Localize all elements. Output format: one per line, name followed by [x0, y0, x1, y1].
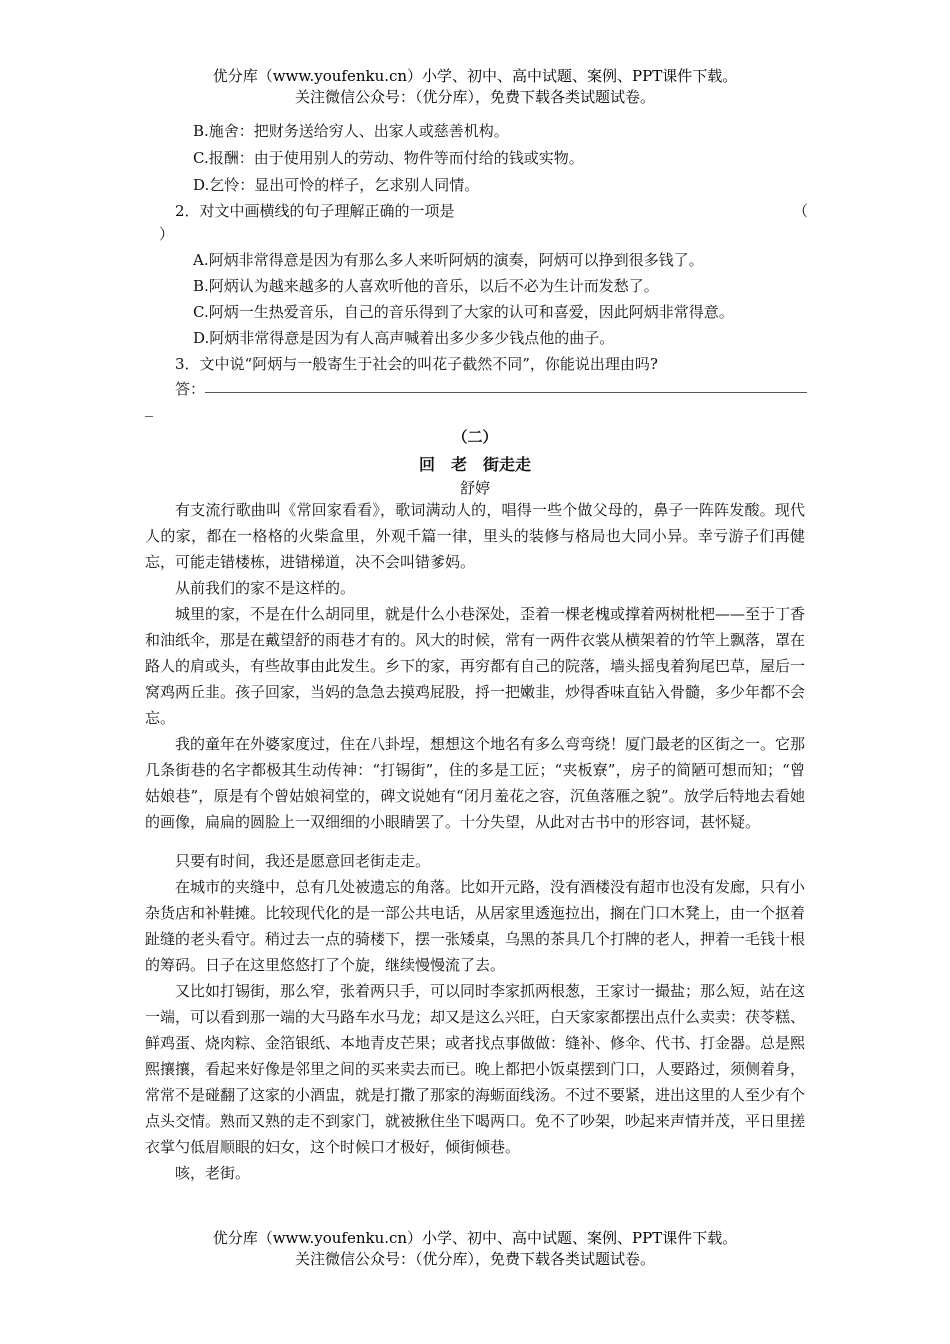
answer-line[interactable]: [205, 392, 807, 393]
q1-option-b: B.施舍：把财务送给穷人、出家人或慈善机构。: [193, 122, 509, 140]
q2-option-c: C.阿炳一生热爱音乐，自己的音乐得到了大家的认可和喜爱，因此阿炳非常得意。: [193, 303, 734, 321]
q2-paren-open: （: [793, 202, 809, 220]
essay-paragraph-1: 有支流行歌曲叫《常回家看看》，歌词满动人的，唱得一些个做父母的，鼻子一阵阵发酸。现代人的家，都在一格格的火柴盒里，外观千篇一律，里头的装修与格局也大同小异。幸亏游子们再健忘，可能走错楼栋，进错梯道，决不会叫错爹妈。: [145, 501, 805, 571]
q2-option-d: D.阿炳非常得意是因为有人高声喊着出多少多少钱点他的曲子。: [193, 329, 615, 347]
q2-paren-close: ）: [159, 225, 175, 243]
divider-mark: [145, 416, 153, 417]
page-footer: [0, 1228, 950, 1270]
essay-paragraph-8: 咳，老街。: [175, 1164, 251, 1182]
q3-answer-label: 答：: [175, 380, 206, 398]
section-number: （二）: [452, 428, 498, 446]
header-line-1: 优分库（www.youfenku.cn）小学、初中、高中试题、案例、PPT课件下载。: [212, 67, 738, 85]
essay-paragraph-6: 在城市的夹缝中，总有几处被遗忘的角落。比如开元路，没有酒楼没有超市也没有发廊，只有小杂货店和补鞋摊。比较现代化的是一部公共电话，从居家里透迤拉出，搁在门口木凳上，由一个抠着趾缝的老头看守。稍过去一点的骑楼下，摆一张矮桌，乌黑的茶具几个打牌的老人，押着一毛钱十根的筹码。日子在这里悠悠打了个旋，继续慢慢流了去。: [145, 878, 806, 974]
essay-paragraph-3: 城里的家，不是在什么胡同里，就是什么小巷深处，歪着一棵老槐或撑着两树枇杷——至于丁香和油纸伞，那是在戴望舒的雨巷才有的。风大的时候，常有一两件衣裳从横架着的竹竿上飘落，罩在路人的肩或头，有些故事由此发生。乡下的家，再穷都有自己的院落，墙头摇曳着狗尾巴草，屋后一窝鸡两丘韭。孩子回家，当妈的急急去摸鸡屁股，捋一把嫩韭，炒得香味直钻入骨髓，多少年都不会忘。: [145, 605, 806, 727]
q2-option-a: A.阿炳非常得意是因为有那么多人来听阿炳的演奏，阿炳可以挣到很多钱了。: [193, 251, 704, 269]
q1-option-d: D.乞怜：显出可怜的样子，乞求别人同情。: [193, 176, 480, 194]
footer-line-1: 优分库（www.youfenku.cn）小学、初中、高中试题、案例、PPT课件下载。: [212, 1229, 738, 1247]
q3-stem: 3．文中说“阿炳与一般寄生于社会的叫花子截然不同”，你能说出理由吗?: [175, 355, 658, 373]
q1-option-c: C.报酬：由于使用别人的劳动、物件等而付给的钱或实物。: [193, 149, 584, 167]
q2-option-b: B.阿炳认为越来越多的人喜欢听他的音乐，以后不必为生计而发愁了。: [193, 277, 659, 295]
essay-paragraph-7: 又比如打锡街，那么窄，张着两只手，可以同时李家抓两根葱，王家讨一撮盐；那么短，站在这一端，可以看到那一端的大马路车水马龙；却又是这么兴旺，白天家家都摆出点什么卖卖：茯苓糕、鲜鸡蛋、烧肉粽、金箔银纸、本地青皮芒果；或者找点事做做：缝补、修伞、代书、打金器。总是熙熙攘攘，看起来好像是邻里之间的买来卖去而已。晚上都把小饭桌摆到门口，人要路过，须侧着身，常常不是碰翻了这家的小酒盅，就是打撒了那家的海蛎面线汤。不过不要紧，进出这里的人至少有个点头交情。熟而又熟的走不到家门，就被揪住坐下喝两口。免不了吵架，吵起来声情并茂，平日里搓衣掌勺低眉顺眼的妇女，这个时候口才极好，倾街倾巷。: [145, 982, 806, 1156]
page-header: [0, 66, 950, 108]
essay-paragraph-2: 从前我们的家不是这样的。: [175, 579, 356, 597]
footer-line-2: 关注微信公众号：（优分库），免费下载各类试题试卷。: [294, 1250, 655, 1268]
essay-title: 回 老 街走走: [418, 455, 531, 474]
essay-author: 舒婷: [459, 479, 490, 497]
q2-stem: 2．对文中画横线的句子理解正确的一项是: [175, 202, 455, 220]
essay-paragraph-5: 只要有时间，我还是愿意回老街走走。: [175, 852, 431, 870]
header-line-2: 关注微信公众号：（优分库），免费下载各类试题试卷。: [294, 88, 655, 106]
essay-paragraph-4: 我的童年在外婆家度过，住在八卦埕，想想这个地名有多么弯弯绕！厦门最老的区街之一。它那几条街巷的名字都极其生动传神：“打锡街”，住的多是工匠；“夹板寮”，房子的简陋可想而知；“曾姑娘巷”，原是有个曾姑娘祠堂的，碑文说她有“闭月羞花之容，沉鱼落雁之貌”。放学后特地去看她的画像，扁扁的圆脸上一双细细的小眼睛罢了。十分失望，从此对古书中的形容词，甚怀疑。: [145, 735, 806, 831]
